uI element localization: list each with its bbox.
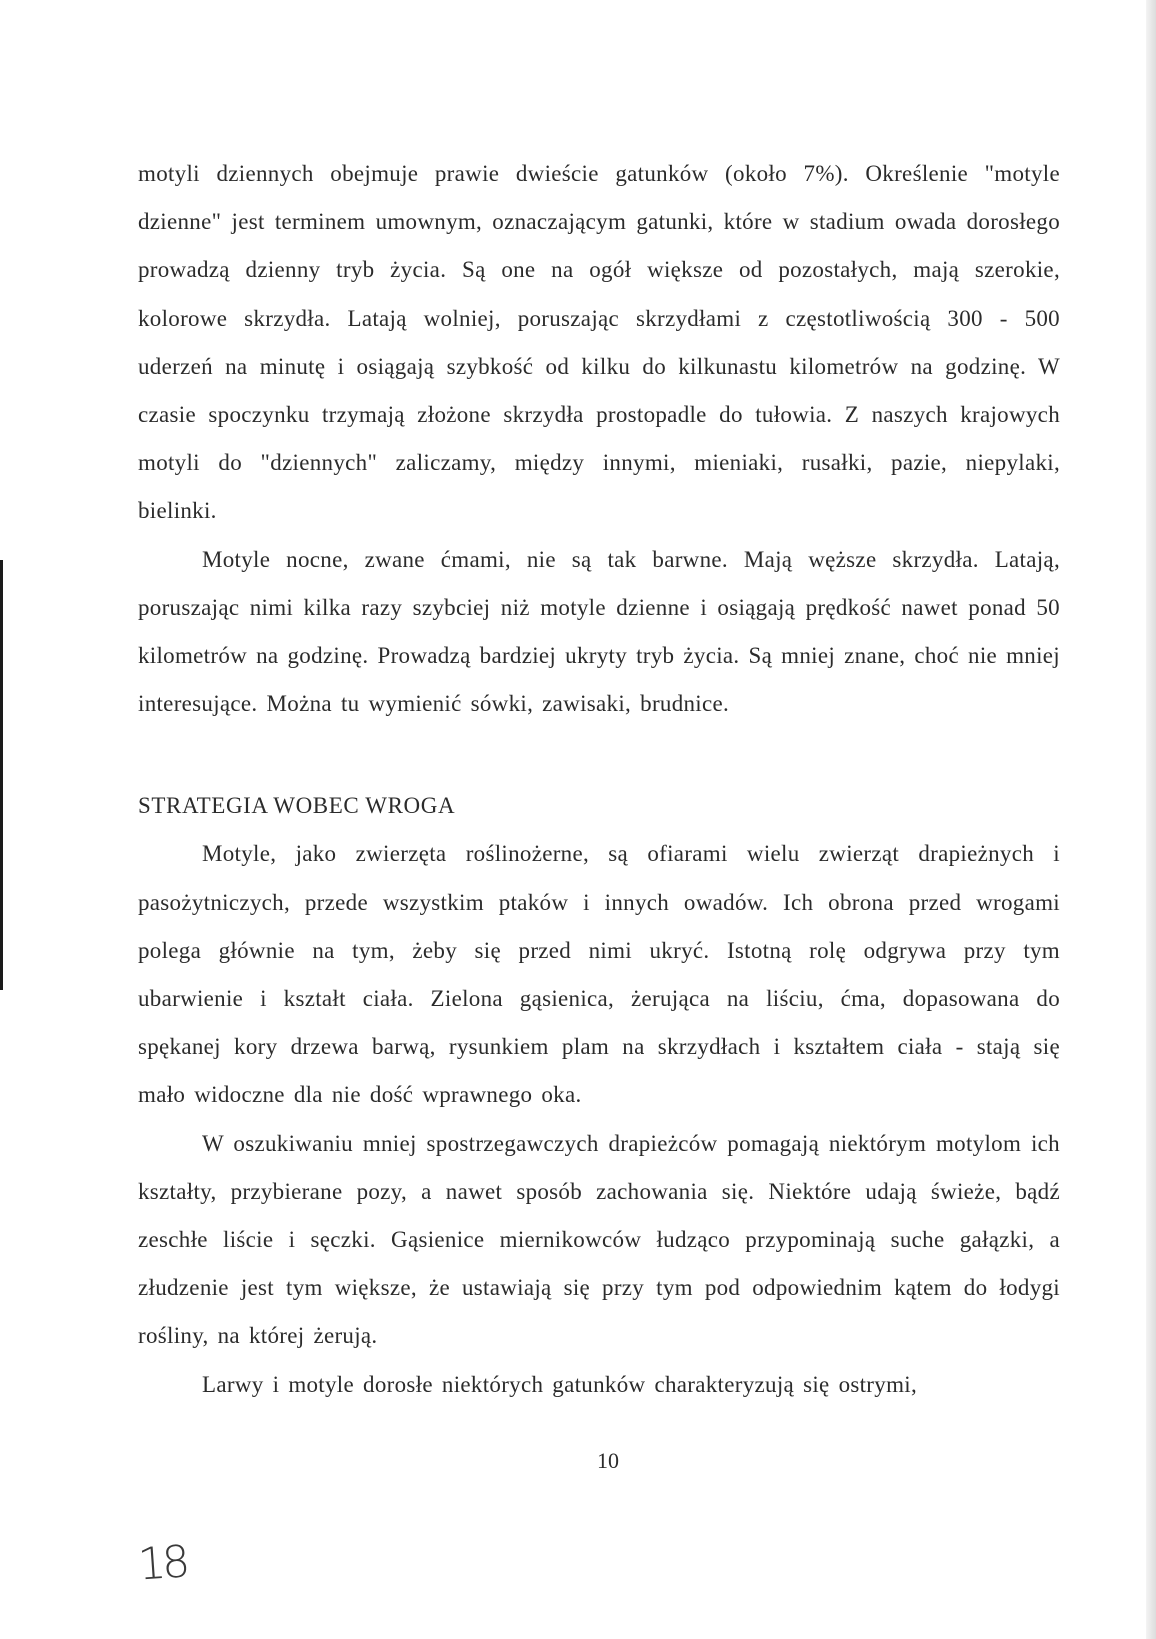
page-number: 10 (597, 1448, 619, 1473)
scan-edge-right (1146, 0, 1156, 1639)
scan-edge-left (0, 560, 3, 990)
paragraph-dzienne: motyli dziennych obejmuje prawie dwieście gatunków (około 7%). Określenie "motyle dzienne" jest terminem umownym, oznaczającym gatunki, które w stadium owada dorosłego prowadzą dzienny tryb życia. Są one na ogół większe od pozostałych, mają szerokie, kolorowe skrzydła. Latają wolniej, poruszając skrzydłami z częstotliwością 300 - 500 uderzeń na minutę i osiągają szybkość od kilku do kilkunastu kilometrów na godzinę. W czasie spoczynku trzymają złożone skrzydła prostopadle do tułowia. Z naszych krajowych motyli do "dziennych" zaliczamy, między innymi, mieniaki, rusałki, pazie, niepylaki, bielinki. (138, 161, 1060, 524)
paragraph-larwy: Larwy i motyle dorosłe niektórych gatunków charakteryzują się ostrymi, (202, 1371, 917, 1397)
paragraph-oszukiwanie: W oszukiwaniu mniej spostrzegawczych drapieżców pomagają niektórym motylom ich kształty, przybierane pozy, a nawet sposób zachowania się. Niektóre udają świeże, bądź zeschłe liście i sęczki. Gąsienice miernikowców łudząco przypominają suche gałązki, a złudzenie jest tym większe, że ustawiają się przy tym pod odpowiednim kątem do łodygi rośliny, na której żerują. (138, 1130, 1060, 1349)
paragraph-nocne: Motyle nocne, zwane ćmami, nie są tak barwne. Mają węższe skrzydła. Latają, poruszając nimi kilka razy szybciej niż motyle dzienne i osiągają prędkość nawet ponad 50 kilometrów na godzinę. Prowadzą bardziej ukryty tryb życia. Są mniej znane, choć nie mniej interesujące. Można tu wymienić sówki, zawisaki, brudnice. (138, 546, 1060, 717)
page-body (138, 150, 1060, 1409)
section-heading: STRATEGIA WOBEC WROGA (138, 793, 456, 819)
handwritten-page-number: 18 (136, 1536, 188, 1591)
paragraph-ofiary: Motyle, jako zwierzęta roślinożerne, są ofiarami wielu zwierząt drapieżnych i pasożytniczych, przede wszystkim ptaków i innych owadów. Ich obrona przed wrogami polega głównie na tym, żeby się przed nimi ukryć. Istotną rolę odgrywa przy tym ubarwienie i kształt ciała. Zielona gąsienica, żerująca na liściu, ćma, dopasowana do spękanej kory drzewa barwą, rysunkiem plam na skrzydłach i kształtem ciała - stają się mało widoczne dla nie dość wprawnego oka. (138, 841, 1060, 1108)
